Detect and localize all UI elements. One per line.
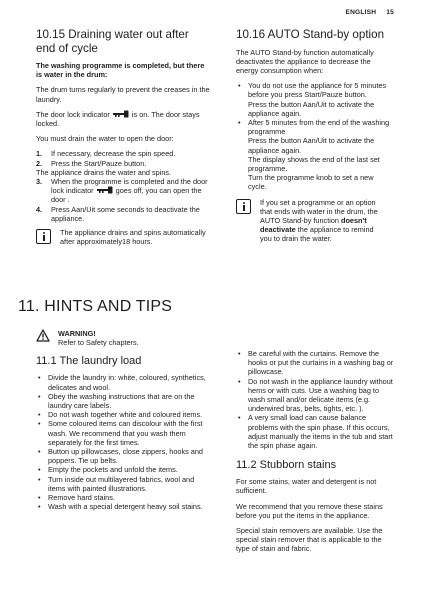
list-item: • Do not wash in the appliance laundry without hems or with cuts. Use a washing bag to wash small and/or delicate items (e.g. underwired bras, belts, tights, etc. ). bbox=[236, 377, 394, 414]
step-4-text: Press Aan/Uit some seconds to deactivate the appliance. bbox=[51, 204, 200, 223]
step-3-text-before: When the programme is completed and the door lock indicator bbox=[51, 177, 208, 196]
stubborn-p1: For some stains, water and detergent is not sufficient. bbox=[236, 477, 377, 496]
list-item: • Some coloured items can discolour with the first wash. We recommend that you wash them separately for the first times. bbox=[36, 419, 212, 447]
section-10-16-title: 10.16 AUTO Stand-by option bbox=[236, 28, 385, 41]
info-note-text: The appliance drains and spins automatically after approximately18 hours. bbox=[60, 228, 206, 247]
step-2-number: 2. bbox=[36, 158, 43, 168]
condition-1-action: Press the button Aan/Uit to activate the appliance again. bbox=[248, 99, 375, 118]
page-number: 15 bbox=[386, 9, 394, 16]
standby-intro: The AUTO Stand-by function automatically deactivates the appliance to decrease the energy consumption when: bbox=[236, 47, 374, 75]
step-3-number: 3. bbox=[36, 177, 43, 187]
laundry-load-list bbox=[36, 373, 212, 511]
list-item: • Obey the washing instructions that are on the laundry care labels. bbox=[36, 392, 212, 410]
laundry-load-list-continued bbox=[236, 349, 394, 450]
door-lock-text-after: is on. The door stays locked. bbox=[36, 109, 200, 129]
stubborn-stains-title: 11.2 Stubborn stains bbox=[236, 459, 337, 472]
section-11-left bbox=[36, 329, 212, 517]
standby-info-text bbox=[260, 198, 385, 244]
list-item: • Be careful with the curtains. Remove the hooks or put the curtains in a washing bag or pillowcase. bbox=[236, 349, 394, 377]
standby-conditions bbox=[236, 81, 392, 191]
condition-2-text: • After 5 minutes from the end of the washing programme bbox=[248, 117, 390, 137]
door-lock-text-before: The door lock indicator bbox=[36, 109, 110, 119]
list-item: • A very small load can cause balance problems with the spin phase. If this occurs, adjust manually the items in the tub and start the spin phase again. bbox=[236, 413, 394, 450]
warning-text: Refer to Safety chapters. bbox=[58, 338, 139, 348]
warning-triangle-icon bbox=[36, 329, 50, 342]
step-2-note: The appliance drains the water and spins. bbox=[36, 167, 172, 177]
section-10-16 bbox=[236, 28, 392, 244]
info-note-auto-drain bbox=[36, 228, 210, 246]
drum-paragraph: The drum turns regularly to prevent the creases in the laundry. bbox=[36, 85, 210, 104]
step-1-text: If necessary, decrease the spin speed. bbox=[51, 149, 176, 159]
page-header bbox=[346, 9, 395, 16]
step-3-text-after: goes off, you can open the door . bbox=[51, 186, 202, 205]
list-item: • Remove hard stains. bbox=[36, 493, 212, 502]
condition-2-display: The display shows the end of the last set programme. bbox=[248, 154, 380, 173]
list-item: • Button up pillowcases, close zippers, hooks and poppers. Tie up belts. bbox=[36, 447, 212, 465]
info-icon bbox=[236, 199, 251, 214]
section-11-title: 11. HINTS AND TIPS bbox=[18, 298, 173, 315]
standby-info-after: the appliance to remind you to drain the water. bbox=[260, 225, 374, 244]
warning-title: WARNING! bbox=[58, 329, 96, 338]
standby-info-before: If you set a programme or an option that ends with water in the drum, the AUTO Stand-by function bbox=[260, 197, 378, 225]
step-2 bbox=[36, 159, 210, 168]
door-lock-key-icon bbox=[113, 110, 129, 118]
step-3 bbox=[36, 177, 210, 205]
intro-bold: The washing programme is completed, but there is water in the drum: bbox=[36, 61, 205, 80]
step-4 bbox=[36, 205, 210, 223]
list-item: • Divide the laundry in: white, coloured, synthetics, delicates and wool. bbox=[36, 373, 212, 391]
door-lock-key-icon bbox=[97, 186, 113, 194]
list-item: • Empty the pockets and unfold the items. bbox=[36, 465, 212, 474]
standby-condition-2 bbox=[236, 118, 392, 192]
condition-2-knob: Turn the programme knob to set a new cycle. bbox=[248, 173, 374, 192]
condition-2-action: Press the button Aan/Uit to activate the appliance again. bbox=[248, 136, 375, 155]
list-item: • Turn inside out multilayered fabrics, wool and items with painted illustrations. bbox=[36, 475, 212, 493]
drain-steps bbox=[36, 149, 210, 167]
language-label: ENGLISH bbox=[345, 9, 377, 16]
drain-paragraph: You must drain the water to open the door: bbox=[36, 134, 174, 144]
standby-info-bold: doesn't deactivate bbox=[260, 215, 367, 235]
section-10-15 bbox=[36, 28, 210, 246]
info-icon bbox=[36, 229, 51, 244]
step-4-number: 4. bbox=[36, 204, 43, 214]
stubborn-p3: Special stain removers are available. Use the special stain remover that is applicable to the type of stain and fabric. bbox=[236, 526, 383, 554]
step-2-text: Press the Start/Pauze button. bbox=[51, 158, 147, 168]
section-11-right bbox=[236, 349, 394, 560]
door-lock-paragraph bbox=[36, 110, 210, 128]
laundry-load-title: 11.1 The laundry load bbox=[36, 355, 142, 368]
stubborn-p2: We recommend that you remove these stains before you put the items in the appliance. bbox=[236, 501, 383, 520]
info-note-standby bbox=[236, 198, 392, 244]
drain-steps-continued bbox=[36, 177, 210, 223]
standby-condition-1 bbox=[236, 81, 392, 118]
section-10-15-title: 10.15 Draining water out after end of cycle bbox=[36, 28, 189, 55]
step-1-number: 1. bbox=[36, 149, 43, 159]
list-item: • Wash with a special detergent heavy soil stains. bbox=[36, 502, 212, 511]
condition-1-text: • You do not use the appliance for 5 minutes before you press Start/Pauze button. bbox=[248, 81, 387, 100]
warning-box bbox=[36, 329, 212, 347]
step-1 bbox=[36, 149, 210, 158]
list-item: • Do not wash together white and coloured items. bbox=[36, 410, 212, 419]
